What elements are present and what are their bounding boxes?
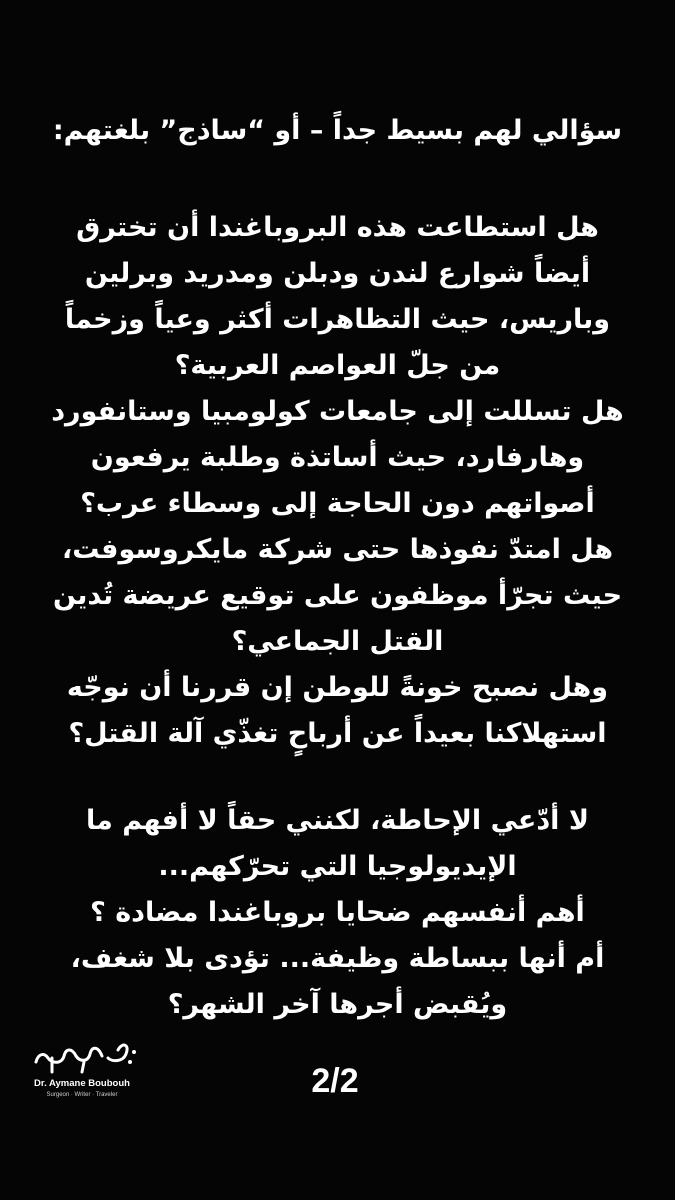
text-line: أم أنها ببساطة وظيفة... تؤدى بلا شغف، xyxy=(70,943,605,974)
text-line: لا أدّعي الإحاطة، لكنني حقاً لا أفهم ما xyxy=(86,805,589,836)
text-line: وهل نصبح خونةً للوطن إن قررنا أن نوجّه xyxy=(66,672,609,703)
text-line: هل امتدّ نفوذها حتى شركة مايكروسوفت، xyxy=(61,534,614,565)
text-line: أهم أنفسهم ضحايا بروباغندا مضادة ؟ xyxy=(90,897,585,928)
text-line: أصواتهم دون الحاجة إلى وسطاء عرب؟ xyxy=(80,488,595,519)
text-line: من جلّ العواصم العربية؟ xyxy=(174,350,501,381)
signature-logo xyxy=(22,1032,142,1122)
text-line: هل تسللت إلى جامعات كولومبيا وستانفورد xyxy=(51,396,624,427)
text-line: أيضاً شوارع لندن ودبلن ومدريد وبرلين xyxy=(84,258,591,289)
signature-subtitle: Surgeon · Writer · Traveler xyxy=(46,1092,118,1098)
signature-name: Dr. Aymane Boubouh xyxy=(34,1078,130,1089)
heading-line: سؤالي لهم بسيط جداً – أو “ساذج” بلغتهم: xyxy=(52,115,623,146)
text-line: القتل الجماعي؟ xyxy=(231,626,444,657)
paragraph-closing xyxy=(30,798,645,1028)
text-line: استهلاكنا بعيداً عن أرباحٍ تغذّي آلة القتل؟ xyxy=(68,718,607,749)
text-line: وهارفارد، حيث أساتذة وطلبة يرفعون xyxy=(90,442,585,473)
paragraph-questions xyxy=(30,205,645,757)
text-line: حيث تجرّأ موظفون على توقيع عريضة تُدين xyxy=(52,580,623,611)
post-heading xyxy=(30,108,645,154)
text-line: وباريس، حيث التظاهرات أكثر وعياً وزخماً xyxy=(64,304,611,335)
text-line: هل استطاعت هذه البروباغندا أن تخترق xyxy=(76,212,599,243)
signature-script-graphic xyxy=(22,1032,142,1078)
text-line: الإيديولوجيا التي تحرّكهم... xyxy=(158,851,517,882)
page-indicator: 2/2 xyxy=(311,1062,359,1100)
text-line: ويُقبض أجرها آخر الشهر؟ xyxy=(167,989,508,1020)
